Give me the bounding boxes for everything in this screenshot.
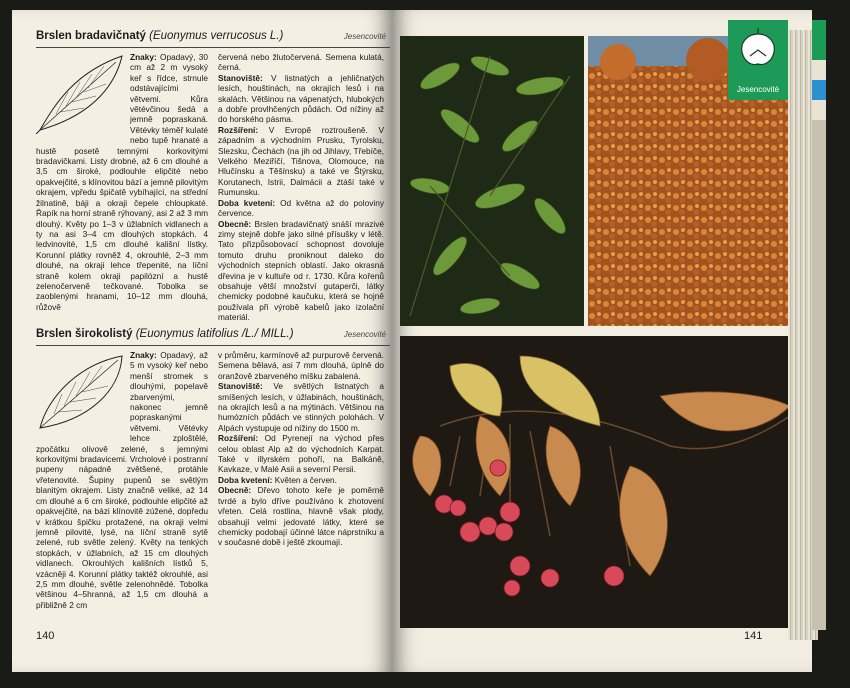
- entry-header: [36, 30, 390, 48]
- label-doba-kveteni: Doba kvetení:: [218, 197, 276, 208]
- species-name: Brslen širokolistý: [36, 328, 133, 340]
- leaf-illustration-icon: [36, 52, 126, 134]
- label-obecne: Obecně:: [218, 218, 252, 229]
- znaky-text: Opadavý, až 5 m vysoký keř nebo menší stromek s dlouhými, popelavě zbarvenými, nakonec jemně popraskanými větvemi. Větévky lehce zploštělé, zpočátku olivově zelené, s jemnými korkovitými bradavicemi. Vrcholové i postranní pupeny nápadně zvětšené, protáhle vřetenovité. Šupiny pupenů se světlým blanitým okrajem. Listy značně veliké, až 14 cm dlouhé a 6 cm široké, podlouhle elipčité až opakvejčité, na bázi klínovitě zúžené, dopředu v krátkou špičku protažené, na okraji velmi jemně pilovité, lysé, na líční straně sytě zelené, rub světle zelený. Květy na tenkých stopkách, v úžlabních, až 15 cm dlouhých vidlanech. Okrouhlých kališních lístků 5, vzácněji 4. Korunní plátky taktéž okrouhlé, asi 2,5 mm dlouhé, světle zelenohnědé. Tobolka většinou 4–5hranná, až 1,5 cm dlouhá a přibližně 2 cm: [36, 350, 208, 610]
- right-page: [392, 10, 812, 672]
- species-name: Brslen bradavičnatý: [36, 30, 146, 42]
- obecne-text: Dřevo tohoto keře je poměrně tvrdé a bylo dříve používáno k zhotovení vřeten. Celá rostlina, hlavně však plody, obsahují velmi jedovaté látky, které se chemicky podobají účinné látce náprstníku a v současné době i ještě zkoumají.: [218, 485, 384, 548]
- rozsireni-text: Od Pyrenejí na východ přes celou oblast Alp až do východních Karpat. Také v illyrském pohoří, na Balkáně, Kavkaze, v Malé Asii a severní Persii.: [218, 433, 384, 475]
- znaky-text: Opadavý, 30 cm až 2 m vysoký keř s řídce, strnule odstávajícími větvemi. Kůra větévčinou šedá a jemně popraskaná. Větévky téměř kulaté nebo tupě hranaté a hustě posetě temnými korkovitými bradavičkami. Listy drobné, až 6 cm dlouhé a 3,5 cm široké, podlouhle elipčité nebo opakvejčité, s klínovitou bází a jemně pilovitým okrajem, vpředu špičatě vybíhající, na střední žilnatině, báji a okraji čepele chloupkaté. Řapík na horní straně rýhovaný, asi 2 až 3 mm dlouhý. Květy po 1–3 v úžlabních vidlanech a ty na asi 3–4 cm dlouhých stopkách. 4 ledvinovité, 1,5 cm dlouhé kališní lístky. Korunní plátky rovněž 4, okrouhlé, 2–3 mm dlouhé, na okraji lehce třepenité, na líční straně kolem okraji papilózní a hustě zelenočerveně tečkované. Tobolka se zaoblenými hranami, 10–12 mm dlouhá, růžově: [36, 52, 209, 312]
- latin-name: (Euonymus latifolius /L./ MILL.): [135, 328, 294, 340]
- paragraph-text: červená nebo žlutočervená. Semena kulatá, černá.: [218, 52, 384, 73]
- paragraph-text: v průměru, karmínově až purpurově červená. Semena bělavá, asi 7 mm dlouhá, úplně do oranžově zbarveného míšku zabalená.: [218, 350, 384, 381]
- latin-name: (Euonymus verrucosus L.): [149, 30, 284, 42]
- rozsireni-text: V Evropě roztroušeně. V západním a východním Prusku, Tyrolsku, Slezsku, Čechách (na jih od Jihlavy, Třebíče, Velkého Meziříčí, Tišnova, Olomouce, na Hlučínsku a Těšínsku) a také ve Štýrsku, Korutanech, Istrii, Dalmácii a źtáší také v Rumunsku.: [218, 124, 384, 198]
- text-column-1: [36, 52, 208, 312]
- obecne-text: Brslen bradavičnatý snáší mrazivé zimy stejně dobře jako silné přísušky v létě. Tato přizpůsobovací schopnost dovoluje tomuto druhu proniknout daleko do východních stepních oblastí. Jako okrasná dřevina je v kultuře od r. 1730. Kůra kořenů obsahuje větší množství gutaperči, látky chemicky podobné kaučuku, která se hojně používala při výrobě kabelů jako izolační materiál.: [218, 218, 384, 323]
- text-column-2: [218, 350, 384, 548]
- left-page: [12, 10, 392, 672]
- text-column-1: [36, 350, 208, 610]
- label-znaky: Znaky:: [130, 350, 157, 360]
- family-name: Jesencovité: [343, 32, 386, 41]
- doba-kveteni-text: Květen a červen.: [272, 474, 337, 485]
- label-znaky: Znaky:: [130, 52, 157, 62]
- family-badge: [728, 20, 788, 100]
- label-obecne: Obecně:: [218, 485, 252, 496]
- entry-header: [36, 328, 390, 346]
- doba-kveteni-text: Od května až do poloviny července.: [218, 197, 384, 219]
- label-rozsireni: Rozšíření:: [218, 433, 259, 444]
- photo-fruits-image: [400, 336, 790, 628]
- leaf-illustration-icon: [36, 350, 126, 432]
- entry-brslen-sirokolisty: [36, 328, 390, 620]
- family-name: Jesencovité: [343, 330, 386, 339]
- entry-brslen-bradavicnaty: [36, 30, 390, 322]
- photo-brslen-bradavicnaty-leaves: [400, 36, 584, 326]
- text-column-2: [218, 52, 384, 323]
- label-doba-kveteni: Doba kvetení:: [218, 474, 273, 485]
- page-number: 140: [36, 630, 55, 642]
- badge-label: Jesencovité: [736, 85, 780, 94]
- thumb-index-edges: [812, 20, 826, 630]
- label-stanoviste: Stanoviště:: [218, 72, 263, 83]
- stanoviste-text: Ve světlých listnatých a smíšených lesích, v úžlabinách, houštinách, na okrajích lesů a na mýtinách. Většinou na humózních půdách ve stinných polohách. V Alpách vystupuje od nížiny do 1500 m.: [218, 381, 384, 433]
- photo-leaves-image: [400, 36, 584, 326]
- label-stanoviste: Stanoviště:: [218, 381, 263, 392]
- fruit-logo-icon: [728, 20, 788, 80]
- page-number: 141: [744, 630, 763, 642]
- stanoviste-text: V listnatých a jehličnatých lesích, houštinách, na okrajích lesů i na skalách. Většinou na vápenatých, hlubokých a dobře provlhčených půdách. Od nížiny až do horského pásma.: [218, 72, 384, 125]
- label-rozsireni: Rozšíření:: [218, 124, 259, 135]
- photo-brslen-sirokolisty-fruits: [400, 336, 790, 628]
